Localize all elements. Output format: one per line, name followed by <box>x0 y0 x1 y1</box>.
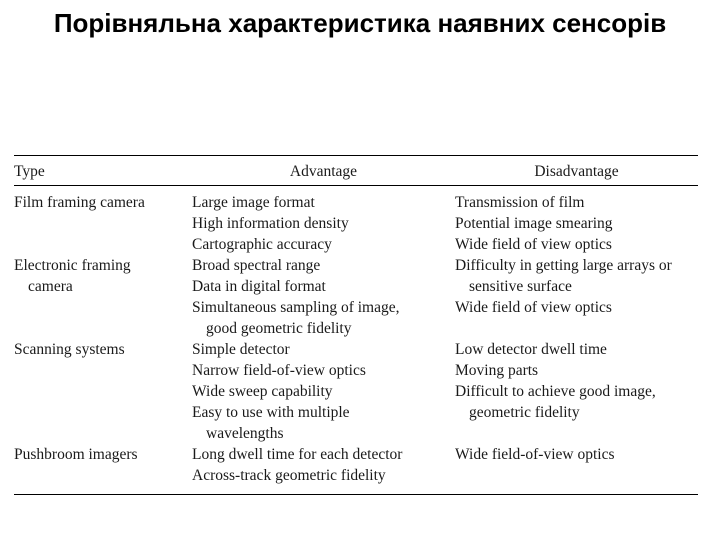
cell-line: Wide sweep capability <box>192 383 333 400</box>
cell-line: Simultaneous sampling of image, <box>192 299 400 316</box>
table-row <box>14 444 698 495</box>
cell-line: Moving parts <box>455 362 539 379</box>
sensor-comparison-table <box>14 155 698 495</box>
cell-disadvantage <box>455 255 698 339</box>
table-row <box>14 339 698 444</box>
cell-line: good geometric fidelity <box>206 320 352 337</box>
cell-line: High information density <box>192 215 349 232</box>
cell-advantage <box>192 339 455 444</box>
cell-line: Wide field-of-view optics <box>455 446 615 463</box>
cell-line: Difficulty in getting large arrays or <box>455 257 672 274</box>
cell-line: Long dwell time for each detector <box>192 446 403 463</box>
cell-line: Broad spectral range <box>192 257 321 274</box>
cell-line: Scanning systems <box>14 341 125 358</box>
cell-line: Data in digital format <box>192 278 326 295</box>
cell-line: sensitive surface <box>469 278 572 295</box>
cell-advantage <box>192 444 455 495</box>
cell-line: Large image format <box>192 194 315 211</box>
cell-line: Low detector dwell time <box>455 341 607 358</box>
cell-advantage <box>192 186 455 256</box>
cell-type <box>14 339 192 444</box>
cell-line: Cartographic accuracy <box>192 236 332 253</box>
cell-line: Narrow field-of-view optics <box>192 362 366 379</box>
cell-line: camera <box>28 278 73 295</box>
cell-line: Simple detector <box>192 341 290 358</box>
table-header-row <box>14 156 698 186</box>
cell-type <box>14 255 192 339</box>
cell-line: Electronic framing <box>14 257 131 274</box>
table-row <box>14 186 698 256</box>
cell-line: Across-track geometric fidelity <box>192 467 386 484</box>
cell-type <box>14 444 192 495</box>
cell-line: wavelengths <box>206 425 284 442</box>
table-row <box>14 255 698 339</box>
cell-disadvantage <box>455 444 698 495</box>
slide-title: Порівняльна характеристика наявних сенсорів <box>53 8 667 38</box>
cell-disadvantage <box>455 186 698 256</box>
cell-line: Transmission of film <box>455 194 585 211</box>
cell-line: Difficult to achieve good image, <box>455 383 656 400</box>
cell-line: Easy to use with multiple <box>192 404 350 421</box>
cell-type <box>14 186 192 256</box>
cell-line: Pushbroom imagers <box>14 446 138 463</box>
header-advantage: Advantage <box>192 156 455 186</box>
cell-line: Potential image smearing <box>455 215 613 232</box>
cell-line: Film framing camera <box>14 194 145 211</box>
header-type: Type <box>14 156 192 186</box>
cell-line: Wide field of view optics <box>455 299 612 316</box>
cell-line: geometric fidelity <box>469 404 580 421</box>
cell-line: Wide field of view optics <box>455 236 612 253</box>
cell-disadvantage <box>455 339 698 444</box>
cell-advantage <box>192 255 455 339</box>
header-disadvantage: Disadvantage <box>455 156 698 186</box>
